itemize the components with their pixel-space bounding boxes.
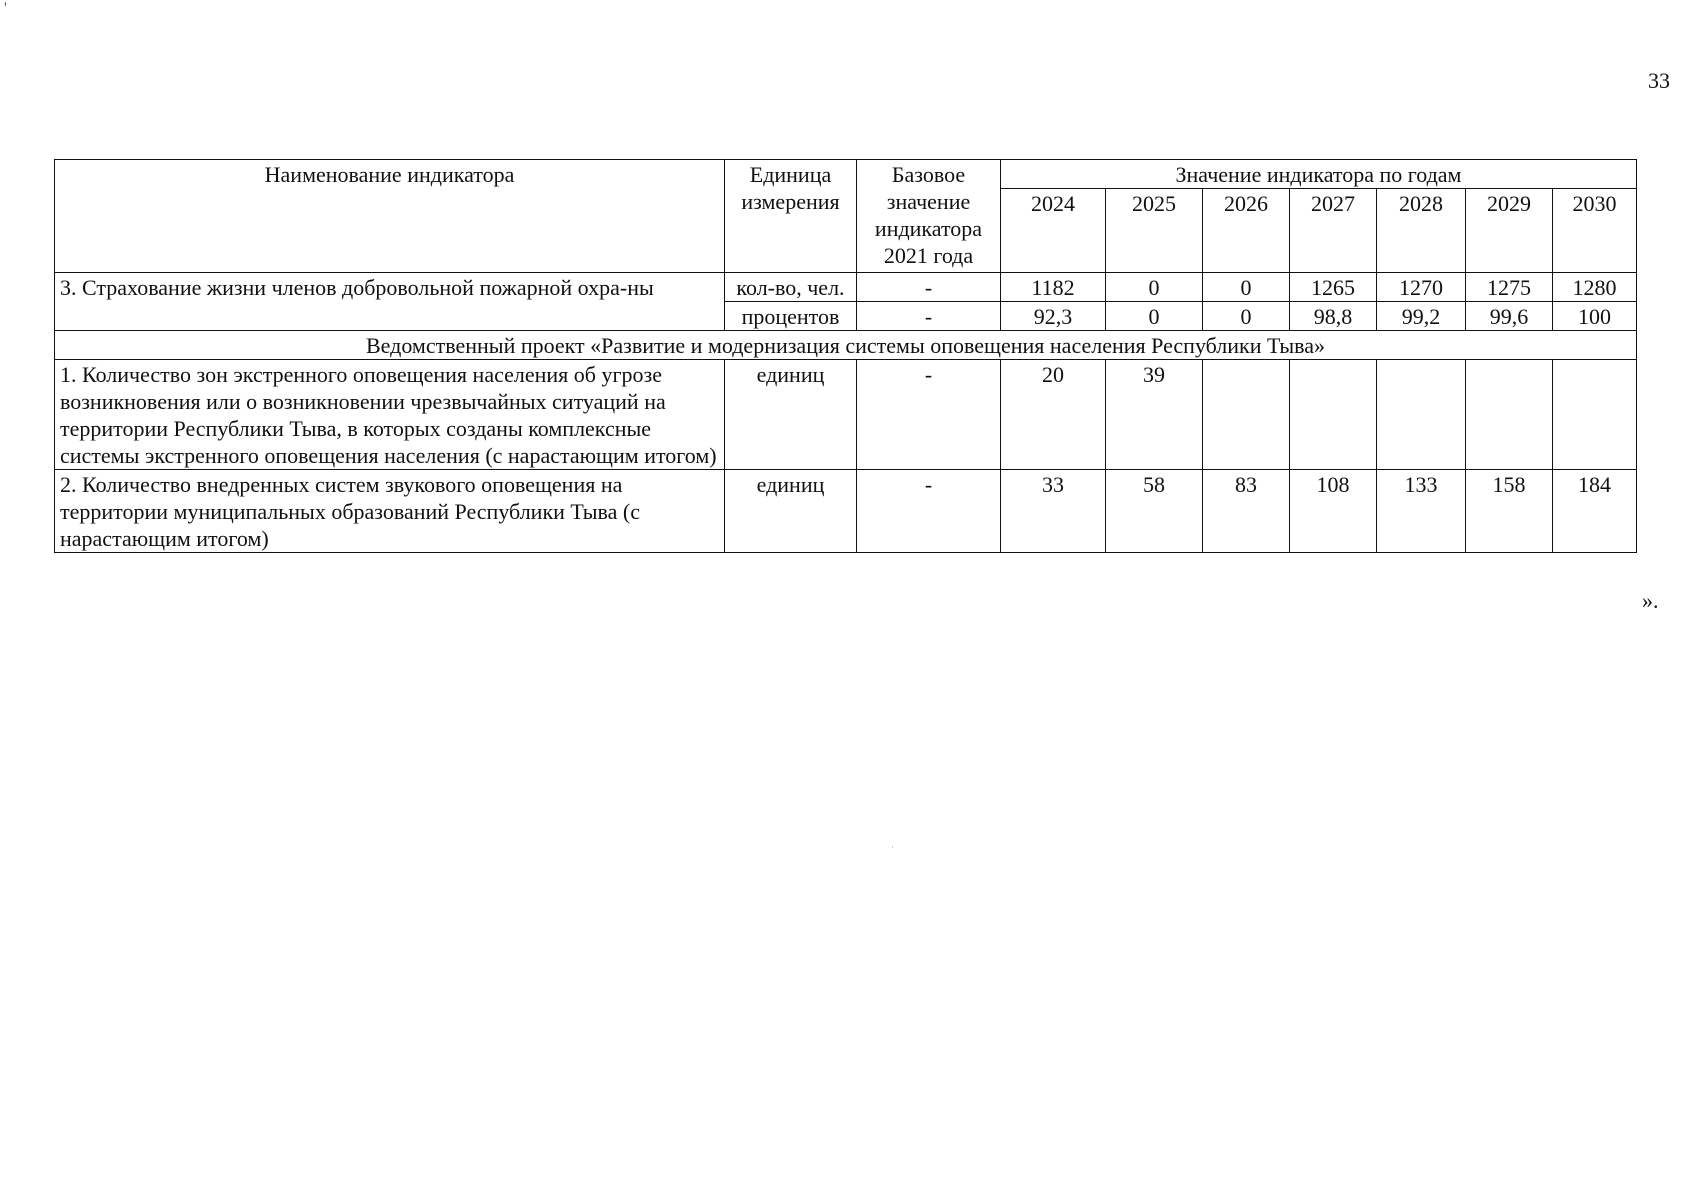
unit-cell: единиц [725,360,857,470]
value-cell [1553,360,1637,470]
value-cell: 158 [1466,470,1553,553]
base-cell: - [857,273,1001,302]
header-year: 2024 [1001,189,1106,273]
value-cell [1466,360,1553,470]
value-cell: 1280 [1553,273,1637,302]
value-cell: 0 [1203,302,1290,331]
header-year: 2029 [1466,189,1553,273]
base-cell: - [857,360,1001,470]
table-row [55,360,1637,470]
table-row [55,273,1637,302]
scan-speck [892,846,893,848]
section-title: Ведомственный проект «Развитие и модернизация системы оповещения населения Республики Тыва» [55,331,1637,360]
value-cell: 1275 [1466,273,1553,302]
value-cell: 1265 [1290,273,1377,302]
header-years-group: Значение индикатора по годам [1001,160,1637,189]
value-cell: 1270 [1377,273,1466,302]
base-cell: - [857,302,1001,331]
value-cell: 33 [1001,470,1106,553]
header-year: 2028 [1377,189,1466,273]
unit-cell: единиц [725,470,857,553]
value-cell: 20 [1001,360,1106,470]
value-cell [1377,360,1466,470]
value-cell: 100 [1553,302,1637,331]
value-cell: 0 [1203,273,1290,302]
value-cell: 99,6 [1466,302,1553,331]
indicator-name: 2. Количество внедренных систем звукового оповещения на территории муниципальных образований Республики Тыва (с нарастающим итогом) [55,470,725,553]
header-base: Базовое значение индикатора 2021 года [857,160,1001,273]
value-cell: 0 [1106,302,1203,331]
header-name: Наименование индикатора [55,160,725,273]
scan-mark: ' [4,0,7,17]
indicators-table [54,159,1637,553]
unit-cell: кол-во, чел. [725,273,857,302]
value-cell: 108 [1290,470,1377,553]
value-cell: 98,8 [1290,302,1377,331]
header-year: 2025 [1106,189,1203,273]
unit-cell: процентов [725,302,857,331]
section-title-row [55,331,1637,360]
page-number: 33 [1648,68,1670,93]
value-cell: 133 [1377,470,1466,553]
value-cell: 184 [1553,470,1637,553]
value-cell: 83 [1203,470,1290,553]
header-unit: Единица измерения [725,160,857,273]
table-row [55,470,1637,553]
value-cell: 1182 [1001,273,1106,302]
value-cell: 58 [1106,470,1203,553]
value-cell [1203,360,1290,470]
base-cell: - [857,470,1001,553]
value-cell: 92,3 [1001,302,1106,331]
closing-quote: ». [1642,588,1659,613]
indicator-name: 3. Страхование жизни членов добровольной пожарной охра-ны [55,273,725,331]
header-year: 2027 [1290,189,1377,273]
value-cell: 39 [1106,360,1203,470]
header-row [55,160,1637,189]
value-cell: 0 [1106,273,1203,302]
indicator-name: 1. Количество зон экстренного оповещения населения об угрозе возникновения или о возникновении чрезвычайных ситуаций на территории Республики Тыва, в которых созданы комплексные системы экстренного оповещения населения (с нарастающим итогом) [55,360,725,470]
header-year: 2026 [1203,189,1290,273]
value-cell: 99,2 [1377,302,1466,331]
header-year: 2030 [1553,189,1637,273]
value-cell [1290,360,1377,470]
